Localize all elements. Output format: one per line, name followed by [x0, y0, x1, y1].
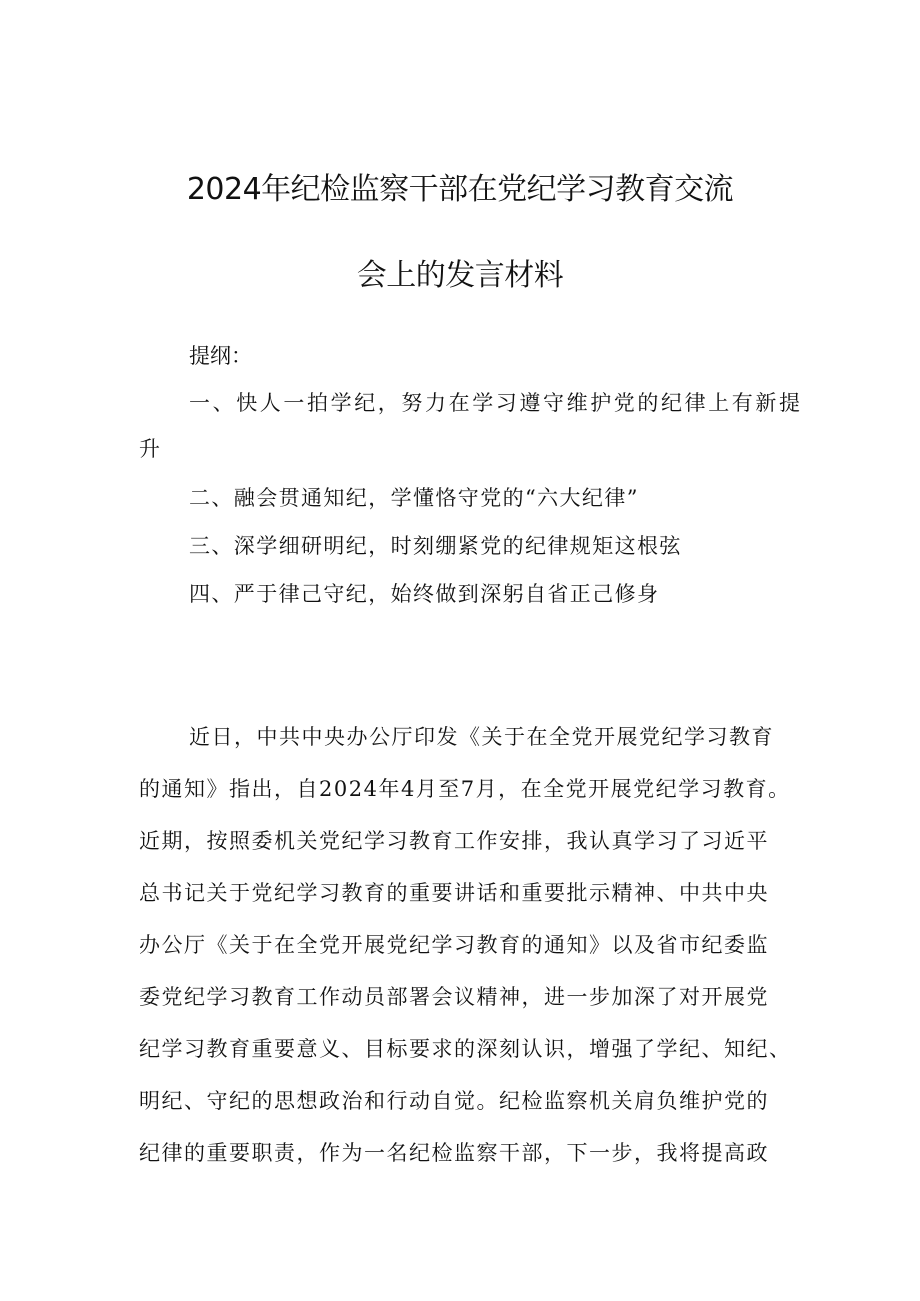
body-line: 办公厅《关于在全党开展党纪学习教育的通知》以及省市纪委监 — [139, 933, 769, 957]
body-text — [139, 722, 792, 1190]
outline-item-1-continued: 升 — [139, 437, 160, 461]
body-line: 委党纪学习教育工作动员部署会议精神，进一步加深了对开展党 — [139, 985, 769, 1009]
body-line: 近期，按照委机关党纪学习教育工作安排，我认真学习了习近平 — [139, 829, 769, 853]
document-title-line-2: 会上的发言材料 — [356, 258, 564, 293]
body-line: 总书记关于党纪学习教育的重要讲话和重要批示精神、中共中央 — [139, 881, 769, 905]
outline-item-3: 三、深学细研明纪，时刻绷紧党的纪律规矩这根弦 — [189, 534, 682, 558]
body-line: 的通知》指出，自2024年4月至7月，在全党开展党纪学习教育。 — [139, 777, 791, 801]
outline-label: 提纲： — [189, 344, 252, 368]
outline-item-2: 二、融会贯通知纪，学懂恪守党的“六大纪律” — [189, 486, 639, 510]
outline-item-1: 一、快人一拍学纪，努力在学习遵守维护党的纪律上有新提 — [189, 391, 803, 415]
body-line: 近日，中共中央办公厅印发《关于在全党开展党纪学习教育 — [189, 725, 774, 749]
body-line: 纪学习教育重要意义、目标要求的深刻认识，增强了学纪、知纪、 — [139, 1037, 792, 1061]
body-line: 纪律的重要职责，作为一名纪检监察干部，下一步，我将提高政 — [139, 1141, 769, 1165]
document-title-line-1: 2024年纪检监察干部在党纪学习教育交流 — [186, 172, 734, 207]
outline-item-4: 四、严于律己守纪，始终做到深躬自省正己修身 — [189, 582, 660, 606]
body-line: 明纪、守纪的思想政治和行动自觉。纪检监察机关肩负维护党的 — [139, 1089, 769, 1113]
